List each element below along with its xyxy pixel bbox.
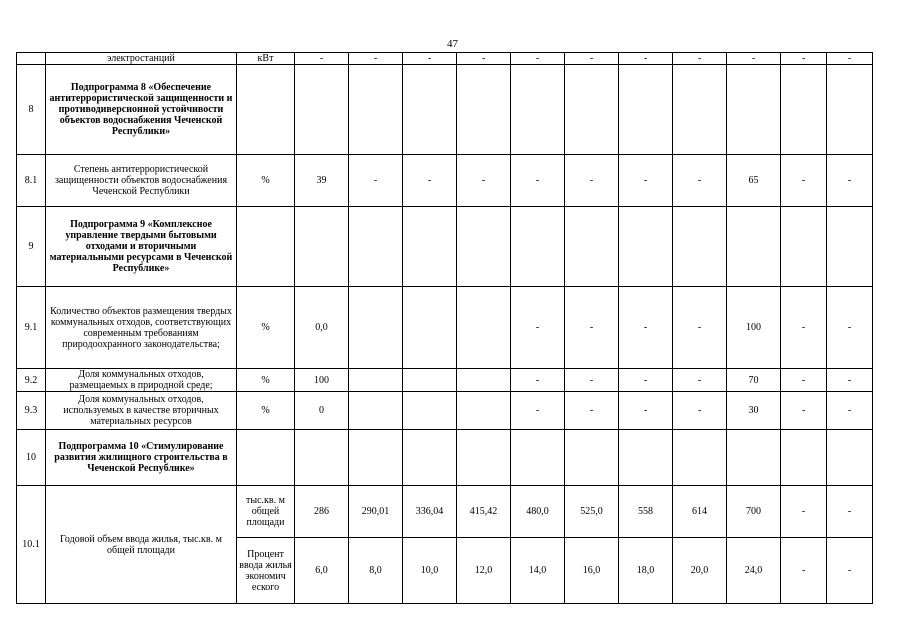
table-row — [17, 207, 873, 287]
value-cell: - — [827, 486, 873, 538]
value-cell: - — [827, 155, 873, 207]
value-cell: - — [403, 155, 457, 207]
value-cell: - — [349, 155, 403, 207]
value-cell: - — [673, 392, 727, 430]
value-cell: - — [827, 538, 873, 604]
value-cell: - — [781, 486, 827, 538]
value-cell — [673, 430, 727, 486]
value-cell: 20,0 — [673, 538, 727, 604]
value-cell: - — [619, 53, 673, 65]
value-cell: 480,0 — [511, 486, 565, 538]
value-cell: 0,0 — [295, 287, 349, 369]
value-cell: - — [781, 392, 827, 430]
value-cell: - — [619, 392, 673, 430]
unit-cell: % — [237, 392, 295, 430]
value-cell — [565, 207, 619, 287]
value-cell: 70 — [727, 369, 781, 392]
unit-cell: кВт — [237, 53, 295, 65]
value-cell — [673, 207, 727, 287]
value-cell — [619, 430, 673, 486]
value-cell: 30 — [727, 392, 781, 430]
value-cell — [827, 207, 873, 287]
value-cell — [781, 430, 827, 486]
unit-cell — [237, 207, 295, 287]
row-number: 9.2 — [17, 369, 46, 392]
value-cell — [349, 287, 403, 369]
value-cell — [781, 207, 827, 287]
value-cell: 336,04 — [403, 486, 457, 538]
value-cell: - — [673, 53, 727, 65]
value-cell: 558 — [619, 486, 673, 538]
value-cell — [349, 65, 403, 155]
value-cell — [457, 430, 511, 486]
value-cell: 415,42 — [457, 486, 511, 538]
value-cell: - — [827, 392, 873, 430]
indicator-name: Доля коммунальных отходов, используемых в качестве вторичных материальных ресурсов — [46, 392, 237, 430]
indicators-table — [16, 52, 873, 604]
value-cell — [457, 392, 511, 430]
table-row — [17, 430, 873, 486]
table-row — [17, 287, 873, 369]
value-cell: - — [565, 287, 619, 369]
value-cell — [349, 207, 403, 287]
value-cell: 14,0 — [511, 538, 565, 604]
value-cell: 700 — [727, 486, 781, 538]
value-cell: - — [511, 287, 565, 369]
value-cell: 16,0 — [565, 538, 619, 604]
value-cell — [727, 65, 781, 155]
value-cell — [349, 430, 403, 486]
unit-cell: тыс.кв. м общей площади — [237, 486, 295, 538]
indicator-name: Степень антитеррористической защищенности объектов водоснабжения Чеченской Республики — [46, 155, 237, 207]
table-row — [17, 486, 873, 538]
row-number: 9.1 — [17, 287, 46, 369]
row-number: 9 — [17, 207, 46, 287]
table-row — [17, 53, 873, 65]
value-cell: - — [673, 155, 727, 207]
unit-cell: % — [237, 155, 295, 207]
value-cell: - — [511, 155, 565, 207]
value-cell — [565, 65, 619, 155]
value-cell: 39 — [295, 155, 349, 207]
value-cell — [403, 207, 457, 287]
value-cell — [349, 392, 403, 430]
page-number: 47 — [447, 38, 458, 50]
value-cell: - — [619, 369, 673, 392]
value-cell — [457, 287, 511, 369]
indicator-name: Количество объектов размещения твердых коммунальных отходов, соответствующих современным требованиям природоохранного законодательства; — [46, 287, 237, 369]
value-cell: - — [457, 53, 511, 65]
unit-cell — [237, 430, 295, 486]
value-cell: - — [673, 369, 727, 392]
table-row — [17, 369, 873, 392]
indicator-name: Годовой объем ввода жилья, тыс.кв. м общей площади — [46, 486, 237, 604]
value-cell: 6,0 — [295, 538, 349, 604]
table-row — [17, 155, 873, 207]
value-cell: 614 — [673, 486, 727, 538]
value-cell: - — [511, 53, 565, 65]
value-cell — [403, 287, 457, 369]
value-cell: - — [349, 53, 403, 65]
indicator-name: Подпрограмма 10 «Стимулирование развития жилищного строительства в Чеченской Республике» — [46, 430, 237, 486]
value-cell — [781, 65, 827, 155]
value-cell: 100 — [295, 369, 349, 392]
indicator-name: Подпрограмма 8 «Обеспечение антитеррористической защищенности и противодиверсионной устойчивости объектов водоснабжения Чеченской Республики» — [46, 65, 237, 155]
value-cell: 525,0 — [565, 486, 619, 538]
value-cell: - — [827, 369, 873, 392]
indicator-name: Доля коммунальных отходов, размещаемых в природной среде; — [46, 369, 237, 392]
value-cell — [727, 207, 781, 287]
value-cell: 65 — [727, 155, 781, 207]
value-cell: 286 — [295, 486, 349, 538]
indicator-name: электростанций — [46, 53, 237, 65]
value-cell — [295, 430, 349, 486]
value-cell — [403, 65, 457, 155]
value-cell — [403, 392, 457, 430]
value-cell — [403, 369, 457, 392]
value-cell: - — [673, 287, 727, 369]
value-cell: - — [781, 53, 827, 65]
row-number: 8 — [17, 65, 46, 155]
value-cell: 12,0 — [457, 538, 511, 604]
unit-cell: Процент ввода жилья экономич еского — [237, 538, 295, 604]
value-cell — [619, 65, 673, 155]
row-number — [17, 53, 46, 65]
value-cell — [457, 207, 511, 287]
value-cell: 18,0 — [619, 538, 673, 604]
value-cell — [565, 430, 619, 486]
value-cell — [511, 207, 565, 287]
value-cell: - — [781, 155, 827, 207]
value-cell — [827, 65, 873, 155]
unit-cell: % — [237, 287, 295, 369]
unit-cell: % — [237, 369, 295, 392]
value-cell — [511, 430, 565, 486]
value-cell: 100 — [727, 287, 781, 369]
value-cell: - — [827, 287, 873, 369]
value-cell: 290,01 — [349, 486, 403, 538]
value-cell: - — [727, 53, 781, 65]
value-cell: - — [565, 392, 619, 430]
value-cell: - — [295, 53, 349, 65]
value-cell: - — [565, 369, 619, 392]
unit-cell — [237, 65, 295, 155]
value-cell — [727, 430, 781, 486]
value-cell — [827, 430, 873, 486]
value-cell — [295, 207, 349, 287]
value-cell — [349, 369, 403, 392]
value-cell: - — [781, 369, 827, 392]
value-cell — [511, 65, 565, 155]
value-cell: - — [511, 392, 565, 430]
value-cell — [457, 369, 511, 392]
indicator-name: Подпрограмма 9 «Комплексное управление твердыми бытовыми отходами и вторичными материальными ресурсами в Чеченской Республике» — [46, 207, 237, 287]
value-cell: - — [619, 287, 673, 369]
value-cell: - — [457, 155, 511, 207]
value-cell — [295, 65, 349, 155]
value-cell: - — [565, 53, 619, 65]
value-cell: - — [511, 369, 565, 392]
row-number: 10 — [17, 430, 46, 486]
row-number: 10.1 — [17, 486, 46, 604]
value-cell: - — [403, 53, 457, 65]
value-cell: - — [781, 287, 827, 369]
value-cell: - — [781, 538, 827, 604]
table-row — [17, 392, 873, 430]
row-number: 9.3 — [17, 392, 46, 430]
value-cell — [403, 430, 457, 486]
value-cell: - — [827, 53, 873, 65]
value-cell: - — [565, 155, 619, 207]
value-cell: 24,0 — [727, 538, 781, 604]
value-cell: 0 — [295, 392, 349, 430]
value-cell — [457, 65, 511, 155]
table-row — [17, 65, 873, 155]
value-cell — [673, 65, 727, 155]
value-cell — [619, 207, 673, 287]
row-number: 8.1 — [17, 155, 46, 207]
value-cell: 8,0 — [349, 538, 403, 604]
value-cell: - — [619, 155, 673, 207]
value-cell: 10,0 — [403, 538, 457, 604]
